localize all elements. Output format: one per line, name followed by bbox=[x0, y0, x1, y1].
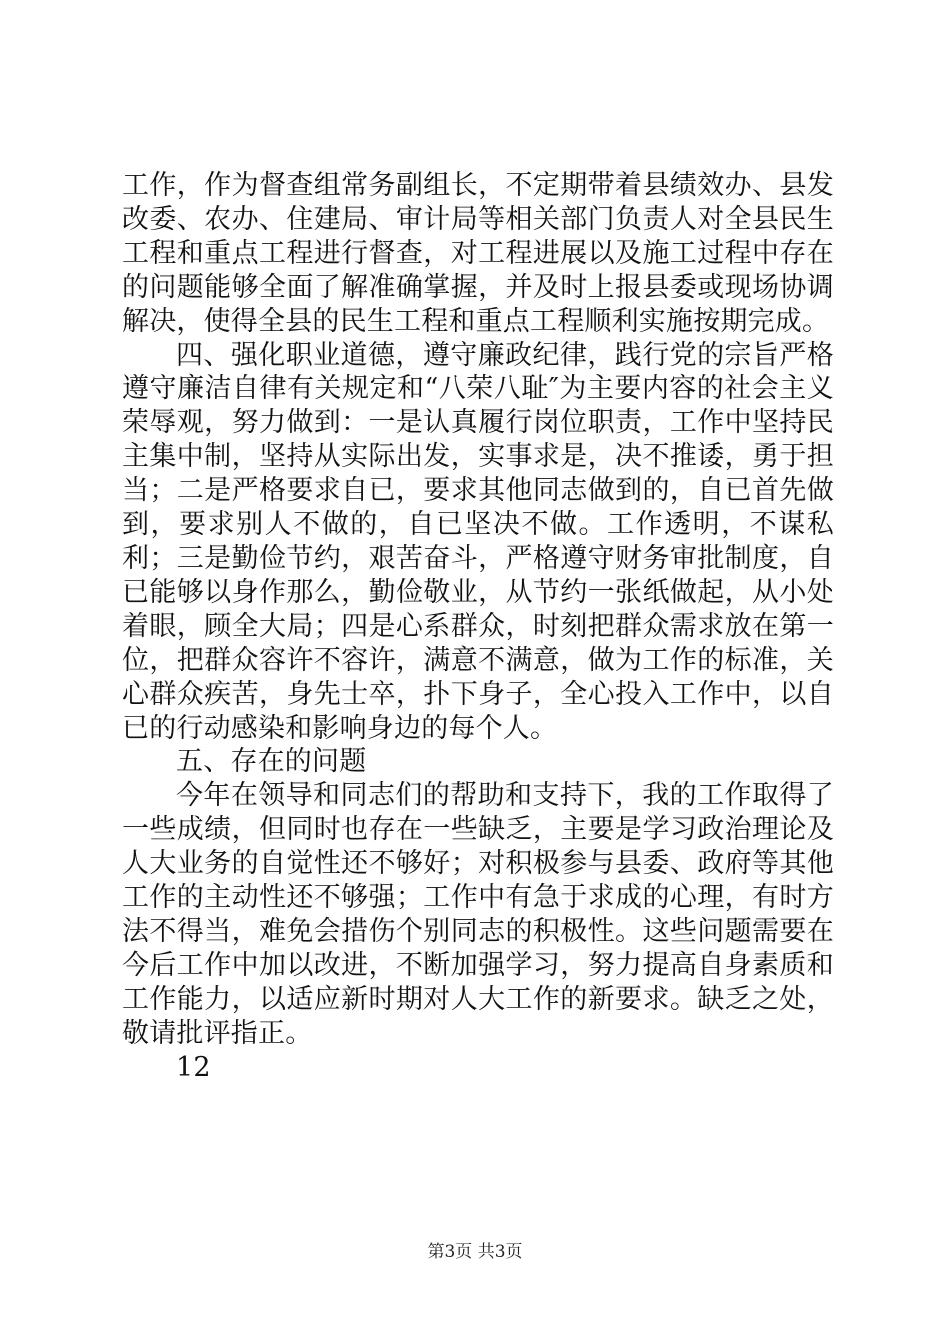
document-body bbox=[122, 169, 834, 1084]
paragraph-continuation: 工作，作为督查组常务副组长，不定期带着县绩效办、县发改委、农办、住建局、审计局等相关部门负责人对全县民生工程和重点工程进行督查，对工程进展以及施工过程中存在的问题能够全面了解准确掌握，并及时上报县委或现场协调解决，使得全县的民生工程和重点工程顺利实施按期完成。 bbox=[122, 170, 834, 337]
heading-section-five: 五、存在的问题 bbox=[176, 746, 367, 778]
paragraph-issues: 今年在领导和同志们的帮助和支持下，我的工作取得了一些成绩，但同时也存在一些缺乏，主要是学习政治理论及人大业务的自觉性还不够好；对积极参与县委、政府等其他工作的主动性还不够强；工作中有急于求成的心理，有时方法不得当，难免会措伤个别同志的积极性。这些问题需要在今后工作中加以改进，不断加强学习，努力提高自身素质和工作能力，以适应新时期对人大工作的新要求。缺乏之处，敬请批评指正。 bbox=[122, 780, 834, 1049]
page-footer: 第3页 共3页 bbox=[427, 1242, 523, 1262]
paragraph-number: 12 bbox=[176, 1051, 211, 1083]
paragraph-section-four: 四、强化职业道德，遵守廉政纪律，践行党的宗旨严格遵守廉洁自律有关规定和“八荣八耻″为主要内容的社会主义荣辱观，努力做到：一是认真履行岗位职责，工作中坚持民主集中制，坚持从实际出发，实事求是，决不推诿，勇于担当；二是严格要求自已，要求其他同志做到的，自已首先做到，要求别人不做的，自已坚决不做。工作透明，不谋私利；三是勤俭节约，艰苦奋斗，严格遵守财务审批制度，自已能够以身作那么，勤俭敬业，从节约一张纸做起，从小处着眼，顾全大局；四是心系群众，时刻把群众需求放在第一位，把群众容许不容许，满意不满意，做为工作的标准，关心群众疾苦，身先士卒，扑下身子，全心投入工作中，以自已的行动感染和影响身边的每个人。 bbox=[122, 339, 834, 744]
